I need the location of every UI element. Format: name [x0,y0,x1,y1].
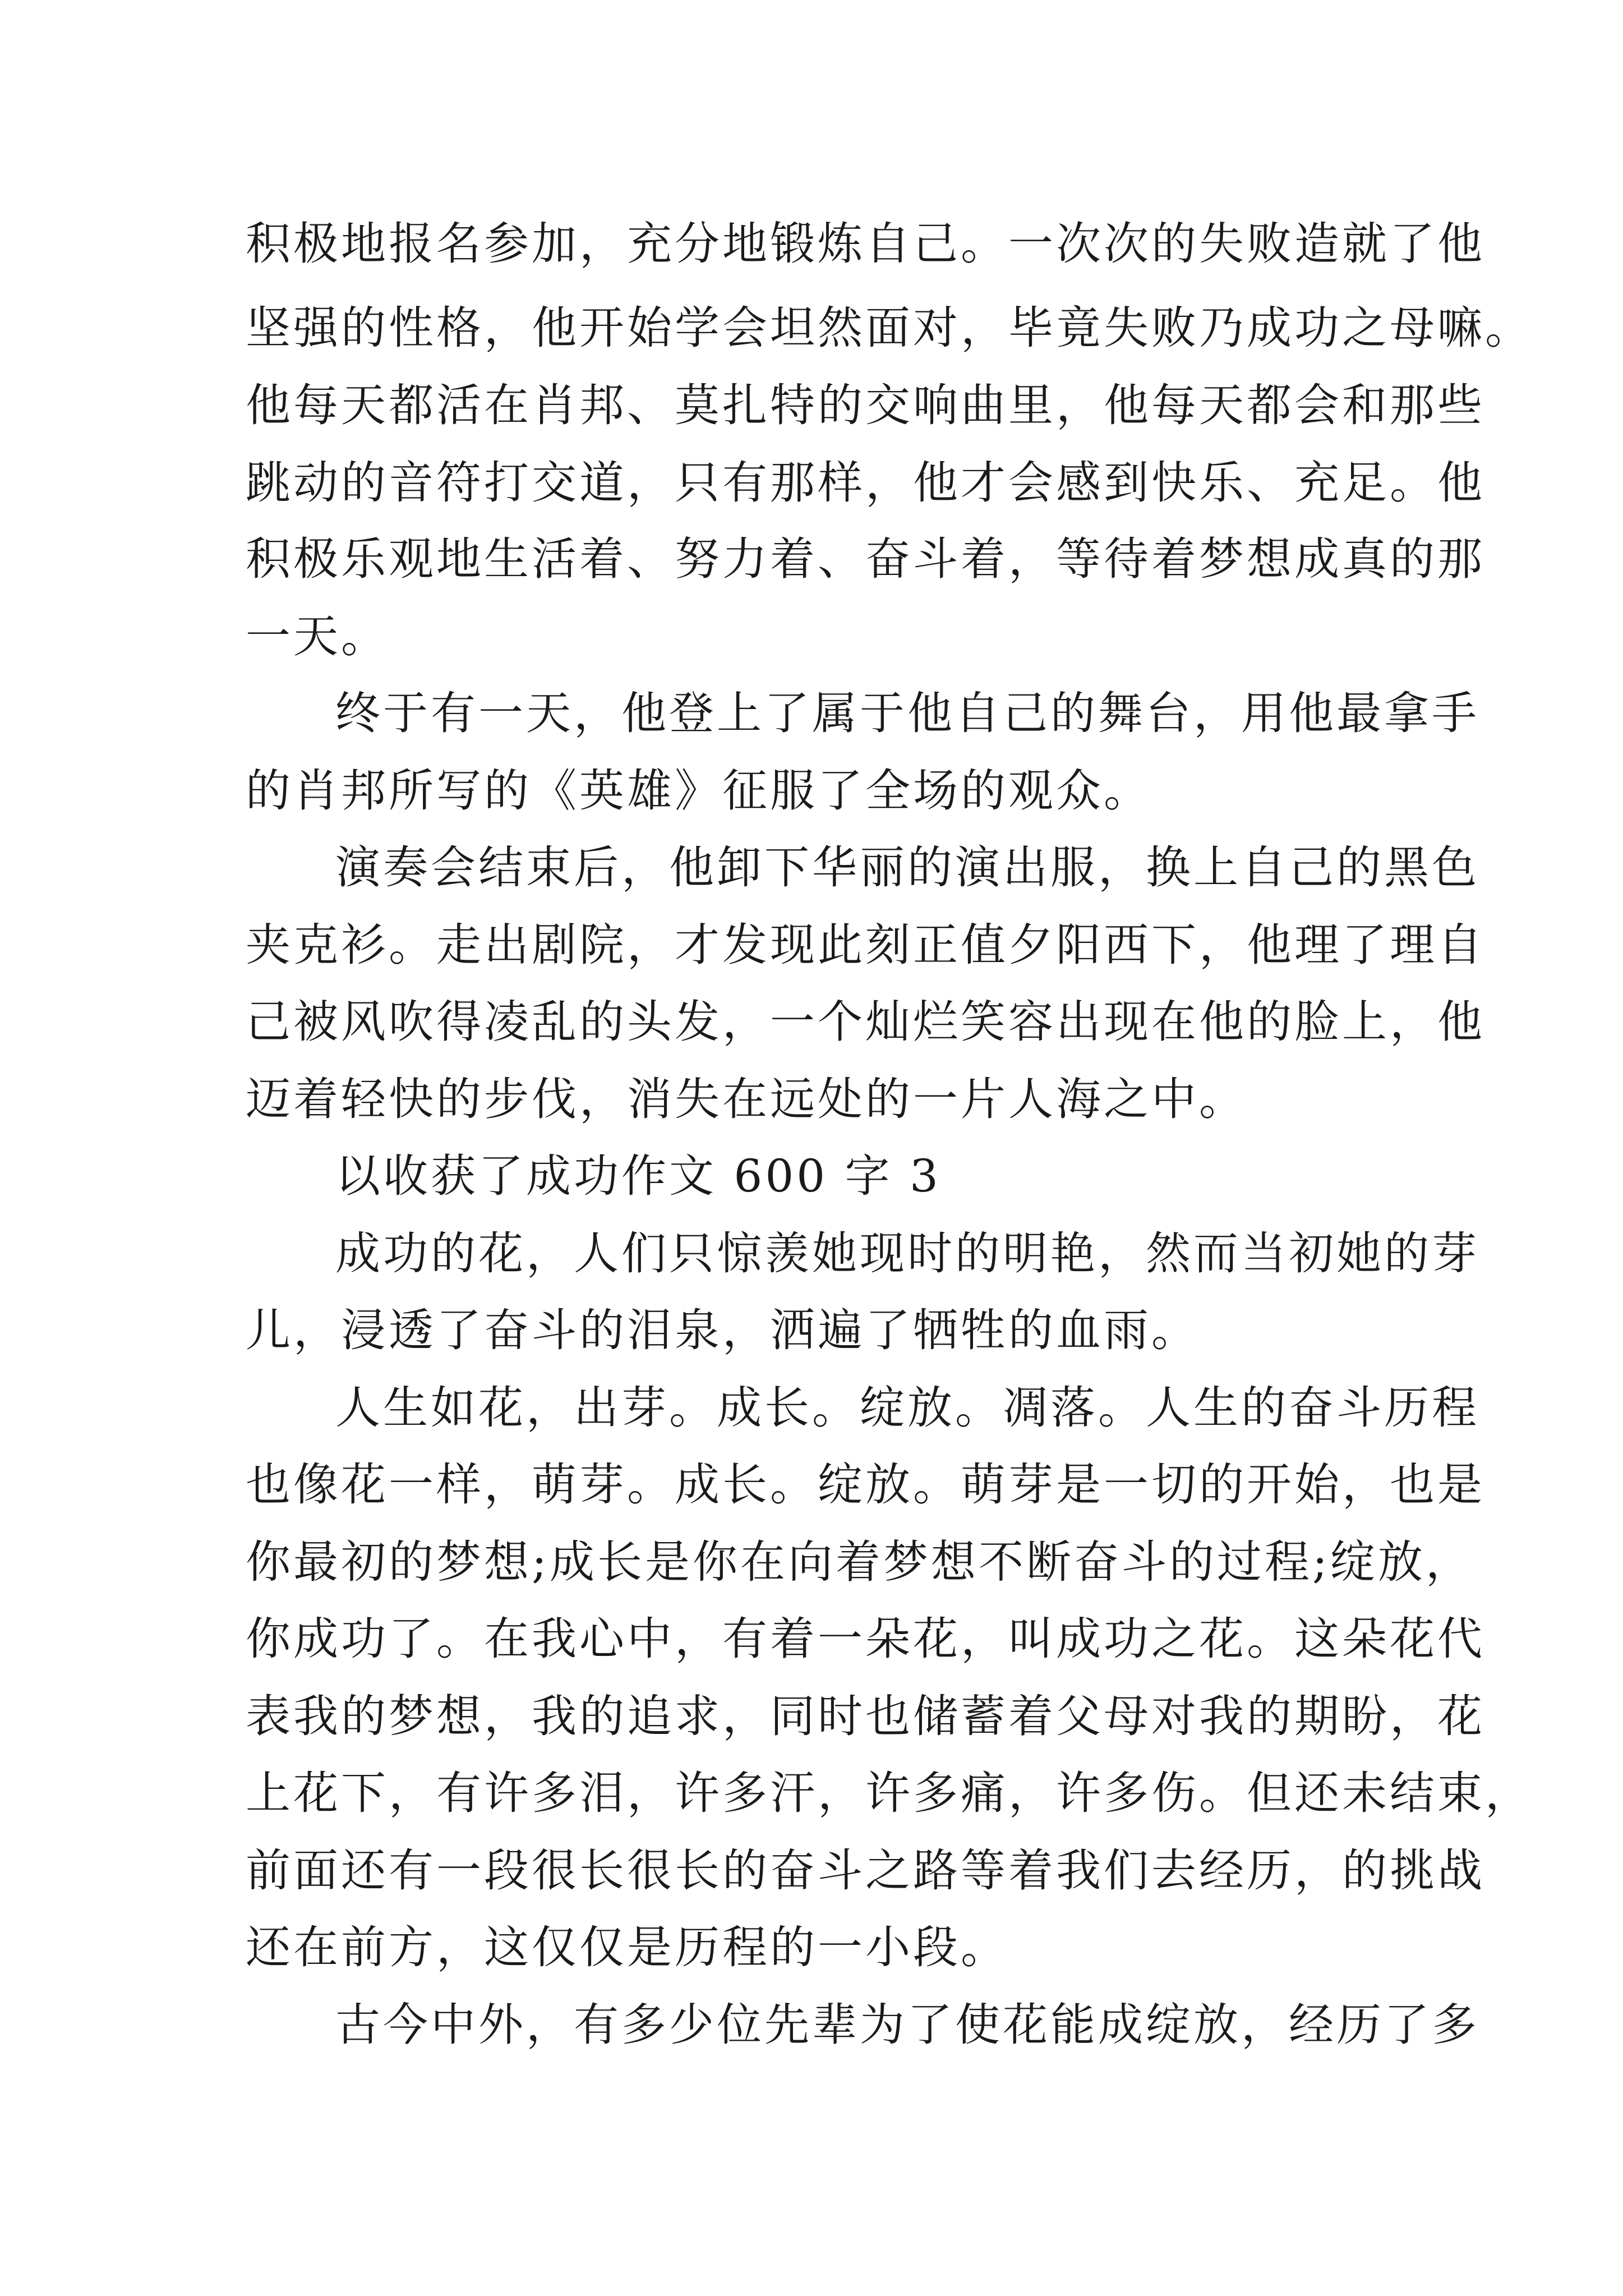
text-line: 迈着轻快的步伐，消失在远处的一片人海之中。 [246,1073,1247,1125]
text-line: 演奏会结束后，他卸下华丽的演出服，换上自己的黑色 [335,841,1479,894]
text-line: 还在前方，这仅仅是历程的一小段。 [246,1921,1008,1973]
text-line: 儿，浸透了奋斗的泪泉，洒遍了牺牲的血雨。 [246,1304,1199,1356]
text-line: 上花下，有许多泪，许多汗，许多痛，许多伤。但还未结束， [246,1767,1533,1819]
text-line: 你成功了。在我心中，有着一朵花，叫成功之花。这朵花代 [246,1613,1485,1665]
text-line: 人生如花，出芽。成长。绽放。凋落。人生的奋斗历程 [335,1382,1479,1434]
text-line: 他每天都活在肖邦、莫扎特的交响曲里，他每天都会和那些 [246,379,1485,431]
text-line: 己被风吹得凌乱的头发，一个灿烂笑容出现在他的脸上，他 [246,996,1485,1048]
text-line: 表我的梦想，我的追求，同时也储蓄着父母对我的期盼，花 [246,1690,1485,1742]
text-line: 跳动的音符打交道，只有那样，他才会感到快乐、充足。他 [246,457,1485,509]
text-line: 的肖邦所写的《英雄》征服了全场的观众。 [246,765,1151,817]
text-line: 夹克衫。走出剧院，才发现此刻正值夕阳西下，他理了理自 [246,919,1485,971]
text-line: 积极地报名参加，充分地锻炼自己。一次次的失败造就了他 [246,218,1485,270]
text-line: 一天。 [246,610,389,662]
text-line: 你最初的梦想;成长是你在向着梦想不断奋斗的过程;绽放， [246,1536,1473,1588]
text-line: 成功的花，人们只惊羡她现时的明艳，然而当初她的芽 [335,1227,1479,1280]
text-line: 古今中外，有多少位先辈为了使花能成绽放，经历了多 [335,1999,1479,2051]
text-line: 前面还有一段很长很长的奋斗之路等着我们去经历，的挑战 [246,1844,1485,1897]
text-line: 坚强的性格，他开始学会坦然面对，毕竟失败乃成功之母嘛。 [246,302,1533,354]
text-line: 也像花一样，萌芽。成长。绽放。萌芽是一切的开始，也是 [246,1458,1485,1511]
text-line: 终于有一天，他登上了属于他自己的舞台，用他最拿手 [335,687,1479,739]
text-line: 积极乐观地生活着、努力着、奋斗着，等待着梦想成真的那 [246,533,1485,585]
section-heading: 以收获了成功作文 600 字 3 [335,1150,941,1202]
